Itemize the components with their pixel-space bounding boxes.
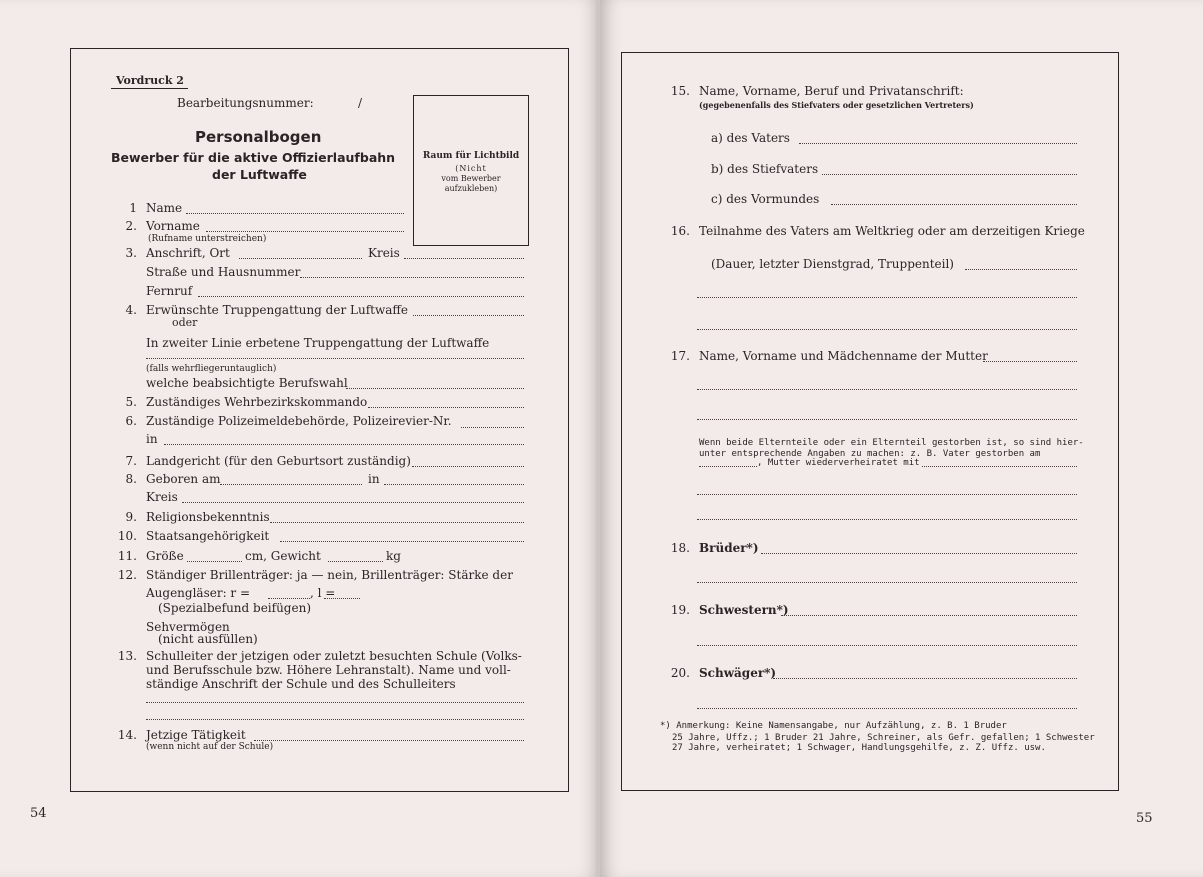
field-religion-label: Religionsbekenntnis [146,510,270,524]
field-vormund-line[interactable] [831,204,1077,205]
form-title: Personalbogen [195,128,322,146]
field-augen-note: (Spezialbefund beifügen) [158,601,311,615]
photo-label: Raum für Lichtbild [422,151,520,161]
field-brille-label: Ständiger Brillenträger: ja — nein, Brillenträger: Stärke der [146,568,513,582]
field-brueder-line-2[interactable] [697,582,1077,583]
field-brueder-line-1[interactable] [761,553,1077,554]
field-truppe2-label: In zweiter Linie erbetene Truppengattung der Luftwaffe [146,336,490,350]
field-number-13: 13. [117,649,137,663]
field-kreis-label: Kreis [368,246,400,260]
field-taetigkeit-note: (wenn nicht auf der Schule) [146,742,274,752]
field-gestorben-line[interactable] [699,466,757,467]
field-number-14: 14. [117,728,137,742]
field-landgericht-line[interactable] [412,466,524,467]
field-schule-line1: Schulleiter der jetzigen oder zuletzt besuchten Schule (Volks- [146,649,522,663]
field-geboren-line[interactable] [220,484,362,485]
field-truppe-label: Erwünschte Truppengattung der Luftwaffe [146,303,409,317]
left-page [0,0,598,877]
field-mutter-note-3: , Mutter wiederverheiratet mit [757,458,920,468]
field-strasse-line[interactable] [300,277,524,278]
field-geboren-label: Geboren am [146,472,221,486]
field-vorname-line[interactable] [206,231,404,232]
field-staat-line[interactable] [280,541,524,542]
field-mutter-line-2[interactable] [697,389,1077,390]
field-geboren-in-label: in [368,472,380,486]
field-augen-l-label: , l = [310,586,336,600]
field-vater-line[interactable] [799,143,1077,144]
field-groesse-label: Größe [146,549,184,563]
field-beruf-label: welche beabsichtigte Berufswahl [146,376,348,390]
field-landgericht-label: Landgericht (für den Geburtsort zuständig) [146,454,411,468]
form-subtitle-1: Bewerber für die aktive Offizierlaufbahn [111,150,396,165]
field-brueder-label: Brüder*) [699,541,759,555]
field-schwestern-label: Schwestern*) [699,603,789,617]
field-mutter-note-2: unter entsprechende Angaben zu machen: z. B. Vater gestorben am [699,449,1041,459]
field-weltkrieg-line-1[interactable] [965,269,1077,270]
field-augen-l-line[interactable] [324,598,360,599]
field-geb-kreis-label: Kreis [146,490,178,504]
page-number-right: 55 [1136,811,1153,826]
field-number-11: 11. [117,549,137,563]
vordruck-label: Vordruck 2 [116,74,184,87]
field-number-5: 5. [125,395,137,409]
footnote-line-2: 25 Jahre, Uffz.; 1 Bruder 21 Jahre, Schreiner, als Gefr. gefallen; 1 Schwester [672,733,1095,743]
field-groesse-line[interactable] [187,561,242,562]
field-truppe2-note: (falls wehrfliegeruntauglich) [146,364,277,374]
field-mutter-label: Name, Vorname und Mädchenname der Mutter [699,349,988,363]
photo-note-3: aufzukleben) [444,184,498,193]
footnote-line-3: 27 Jahre, verheiratet; 1 Schwager, Handlungsgehilfe, z. Z. Uffz. usw. [672,743,1046,753]
field-mutter-note-1: Wenn beide Elternteile oder ein Elternteil gestorben ist, so sind hier- [699,438,1084,448]
field-polizei-in-label: in [146,432,158,446]
field-number-18: 18. [670,541,690,555]
field-polizei-in-line[interactable] [164,444,524,445]
field-number-15: 15. [670,84,690,98]
field-taetigkeit-label: Jetzige Tätigkeit [146,728,246,742]
field-vater-label: a) des Vaters [711,131,790,145]
field-wbk-label: Zuständiges Wehrbezirkskommando [146,395,368,409]
field-fernruf-label: Fernruf [146,284,193,298]
field-weltkrieg-label: Teilnahme des Vaters am Weltkrieg oder am derzeitigen Kriege [699,224,1085,238]
field-number-6: 6. [125,414,137,428]
page-number-left: 54 [30,806,47,821]
field-eltern-note: (gegebenenfalls des Stiefvaters oder gesetzlichen Vertreters) [699,100,974,110]
field-sehvermoegen-note: (nicht ausfüllen) [158,632,258,646]
field-number-20: 20. [670,666,690,680]
field-number-1: 1 [129,201,137,215]
bearbeitungsnummer-slash: / [358,96,363,110]
field-wiederverheiratet-line[interactable] [922,466,1077,467]
form-frame-right [621,52,1119,791]
field-schwaeger-line-2[interactable] [697,708,1077,709]
field-beruf-line[interactable] [346,388,524,389]
field-weltkrieg-line-2[interactable] [697,297,1077,298]
field-truppe-line[interactable] [413,315,524,316]
field-truppe2-line[interactable] [146,358,524,359]
field-stiefvater-line[interactable] [822,174,1077,175]
field-number-7: 7. [125,454,137,468]
field-number-9: 9. [125,510,137,524]
field-name-line[interactable] [186,213,404,214]
field-wbk-line[interactable] [368,407,524,408]
field-gewicht-unit: kg [386,549,401,563]
field-number-3: 3. [125,246,137,260]
field-geboren-in-line[interactable] [384,484,524,485]
field-number-12: 12. [117,568,137,582]
bearbeitungsnummer-label: Bearbeitungsnummer: [177,96,314,110]
field-staat-label: Staatsangehörigkeit [146,529,270,543]
field-mutter-line-1[interactable] [983,361,1077,362]
field-kreis-line[interactable] [404,258,524,259]
field-gewicht-line[interactable] [328,561,383,562]
field-number-2: 2. [125,219,137,233]
field-mutter-line-4[interactable] [697,494,1077,495]
field-name-label: Name [146,201,183,215]
right-page [600,0,1203,877]
field-eltern-label: Name, Vorname, Beruf und Privatanschrift: [699,84,964,98]
field-schule-answer-line-1[interactable] [146,702,524,703]
field-gewicht-label: cm, Gewicht [245,549,321,563]
field-mutter-line-3[interactable] [697,419,1077,420]
field-vormund-label: c) des Vormundes [711,192,820,206]
field-schwestern-line-1[interactable] [781,615,1077,616]
field-mutter-line-5[interactable] [697,519,1077,520]
field-number-8: 8. [125,472,137,486]
form-subtitle-2: der Luftwaffe [212,167,307,182]
field-ort-line[interactable] [239,258,362,259]
field-number-10: 10. [117,529,137,543]
field-weltkrieg-line-3[interactable] [697,329,1077,330]
photo-note-1: (Nicht [455,164,487,173]
field-number-4: 4. [125,303,137,317]
vordruck-underline [111,88,188,89]
field-fernruf-line[interactable] [198,296,524,297]
field-number-19: 19. [670,603,690,617]
field-weltkrieg-detail: (Dauer, letzter Dienstgrad, Truppenteil) [711,257,954,271]
field-truppe-oder: oder [172,316,198,329]
field-vorname-note: (Rufname unterstreichen) [148,234,267,244]
field-ort-label: Anschrift, Ort [146,246,230,260]
field-schule-answer-line-2[interactable] [146,719,524,720]
field-religion-line[interactable] [270,522,524,523]
field-sehvermoegen-label: Sehvermögen [146,620,230,634]
field-number-16: 16. [670,224,690,238]
field-schule-line2: und Berufsschule bzw. Höhere Lehranstalt). Name und voll- [146,663,511,677]
photo-note-2: vom Bewerber [441,174,501,183]
field-number-17: 17. [670,349,690,363]
footnote-line-1: *) Anmerkung: Keine Namensangabe, nur Aufzählung, z. B. 1 Bruder [660,721,1007,731]
field-vorname-label: Vorname [146,219,200,233]
field-stiefvater-label: b) des Stiefvaters [711,162,819,176]
field-augen-label: Augengläser: r = [146,586,251,600]
field-strasse-label: Straße und Hausnummer [146,265,301,279]
field-augen-r-line[interactable] [268,598,310,599]
photo-box [413,95,529,246]
field-schwestern-line-2[interactable] [697,645,1077,646]
field-polizei-line[interactable] [461,427,524,428]
field-polizei-label: Zuständige Polizeimeldebehörde, Polizeirevier-Nr. [146,414,452,428]
field-geb-kreis-line[interactable] [182,502,524,503]
field-schwaeger-label: Schwäger*) [699,666,777,680]
field-schule-line3: ständige Anschrift der Schule und des Schulleiters [146,677,456,691]
field-taetigkeit-line[interactable] [254,740,524,741]
field-schwaeger-line-1[interactable] [773,678,1077,679]
